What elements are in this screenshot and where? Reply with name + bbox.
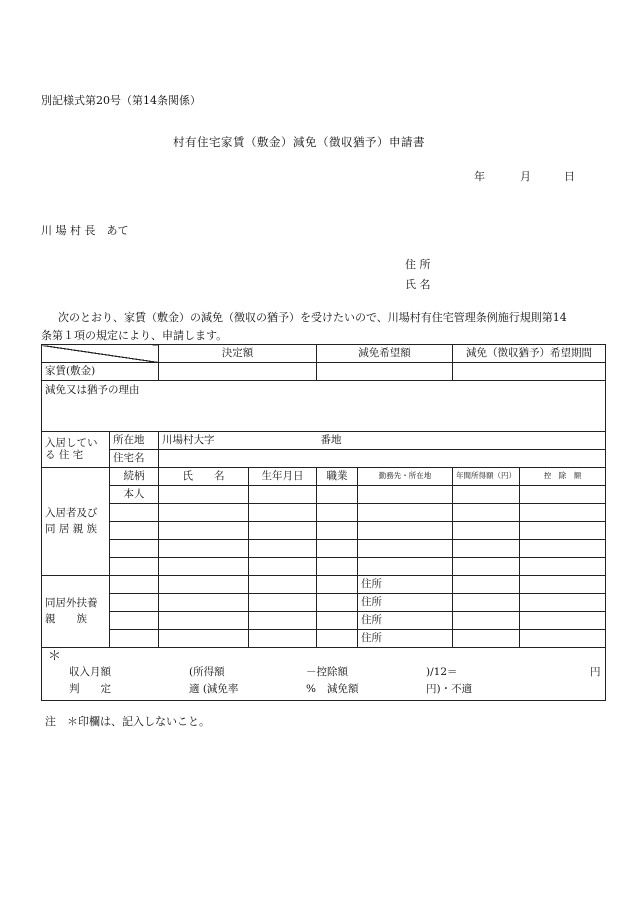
location-cell[interactable] bbox=[159, 432, 606, 450]
calc-div: )/12＝ bbox=[426, 666, 458, 678]
form-title: 村有住宅家賃（敷金）減免（徴収猶予）申請書 bbox=[173, 135, 425, 149]
resident-row bbox=[42, 504, 606, 522]
residence-label: 入居してい る 住 宅 bbox=[42, 432, 110, 468]
calc-income: (所得額 bbox=[189, 666, 225, 678]
date-month: 月 bbox=[520, 170, 531, 183]
intro-line-1: 次のとおり、家賃（敷金）の減免（徴収の猶予）を受けたいので、川場村有住宅管理条例施行規則第14 bbox=[58, 311, 567, 324]
judge-amount: 減免額 bbox=[327, 683, 359, 695]
judge-label: 判 定 bbox=[69, 683, 111, 695]
date-day: 日 bbox=[564, 170, 575, 183]
reason-label: 減免又は猶予の理由 bbox=[45, 384, 140, 396]
star-mark: ＊ bbox=[48, 649, 62, 664]
footnote: 注 ＊印欄は、記入しないこと。 bbox=[45, 715, 210, 728]
rent-period-cell[interactable] bbox=[453, 363, 606, 381]
residents-label: 入居者及び 同 居 親 族 bbox=[42, 468, 110, 576]
rent-desired-cell[interactable] bbox=[317, 363, 453, 381]
col-deduct: 控 除 額 bbox=[520, 468, 606, 486]
house-name-cell[interactable] bbox=[159, 450, 606, 468]
location-value: 川場村大字 bbox=[162, 433, 215, 446]
col-relation: 続柄 bbox=[110, 468, 159, 486]
header-diagonal-cell bbox=[42, 345, 159, 363]
dependent-row bbox=[42, 576, 606, 594]
self-label: 本人 bbox=[110, 486, 159, 504]
judge-end: 円)・不適 bbox=[426, 683, 473, 695]
calc-minus: －控除額 bbox=[306, 666, 348, 678]
reason-cell[interactable] bbox=[42, 381, 606, 432]
resident-row bbox=[42, 558, 606, 576]
office-use-section bbox=[42, 648, 606, 701]
applicant-address-label: 住 所 bbox=[405, 258, 431, 271]
banchi-label: 番地 bbox=[320, 433, 342, 446]
dependent-row bbox=[42, 594, 606, 612]
rent-label: 家賃(敷金) bbox=[42, 363, 159, 381]
dependents-label: 同居外扶養 親 族 bbox=[42, 576, 110, 648]
dependent-address[interactable]: 住所 bbox=[358, 612, 453, 630]
applicant-name-label: 氏 名 bbox=[405, 278, 431, 291]
house-name-label: 住宅名 bbox=[110, 450, 159, 468]
col-income: 年間所得額（円） bbox=[453, 468, 520, 486]
judge-pct: % bbox=[306, 683, 316, 695]
application-table bbox=[41, 344, 606, 701]
dependent-address[interactable]: 住所 bbox=[358, 576, 453, 594]
dependent-address[interactable]: 住所 bbox=[358, 630, 453, 648]
resident-row bbox=[42, 540, 606, 558]
dependent-row bbox=[42, 630, 606, 648]
intro-line-2: 条第１項の規定により、申請します。 bbox=[41, 329, 228, 342]
header-decided: 決定額 bbox=[159, 345, 317, 363]
col-job: 職業 bbox=[317, 468, 358, 486]
addressee: 川 場 村 長 あて bbox=[41, 224, 129, 237]
rent-decided-cell[interactable] bbox=[159, 363, 317, 381]
resident-row bbox=[42, 486, 606, 504]
header-period: 減免（徴収猶予）希望期間 bbox=[453, 345, 606, 363]
date-year: 年 bbox=[474, 170, 485, 183]
judge-ok: 適 (減免率 bbox=[189, 683, 239, 695]
header-desired: 減免希望額 bbox=[317, 345, 453, 363]
location-label: 所在地 bbox=[110, 432, 159, 450]
col-birth: 生年月日 bbox=[249, 468, 317, 486]
dependent-row bbox=[42, 612, 606, 630]
calc-label: 収入月額 bbox=[69, 666, 111, 678]
calc-yen: 円 bbox=[590, 666, 601, 678]
dependent-address[interactable]: 住所 bbox=[358, 594, 453, 612]
col-work: 勤務先・所在地 bbox=[358, 468, 453, 486]
col-name: 氏 名 bbox=[159, 468, 249, 486]
form-number: 別記様式第20号（第14条関係） bbox=[41, 94, 201, 107]
resident-row bbox=[42, 522, 606, 540]
